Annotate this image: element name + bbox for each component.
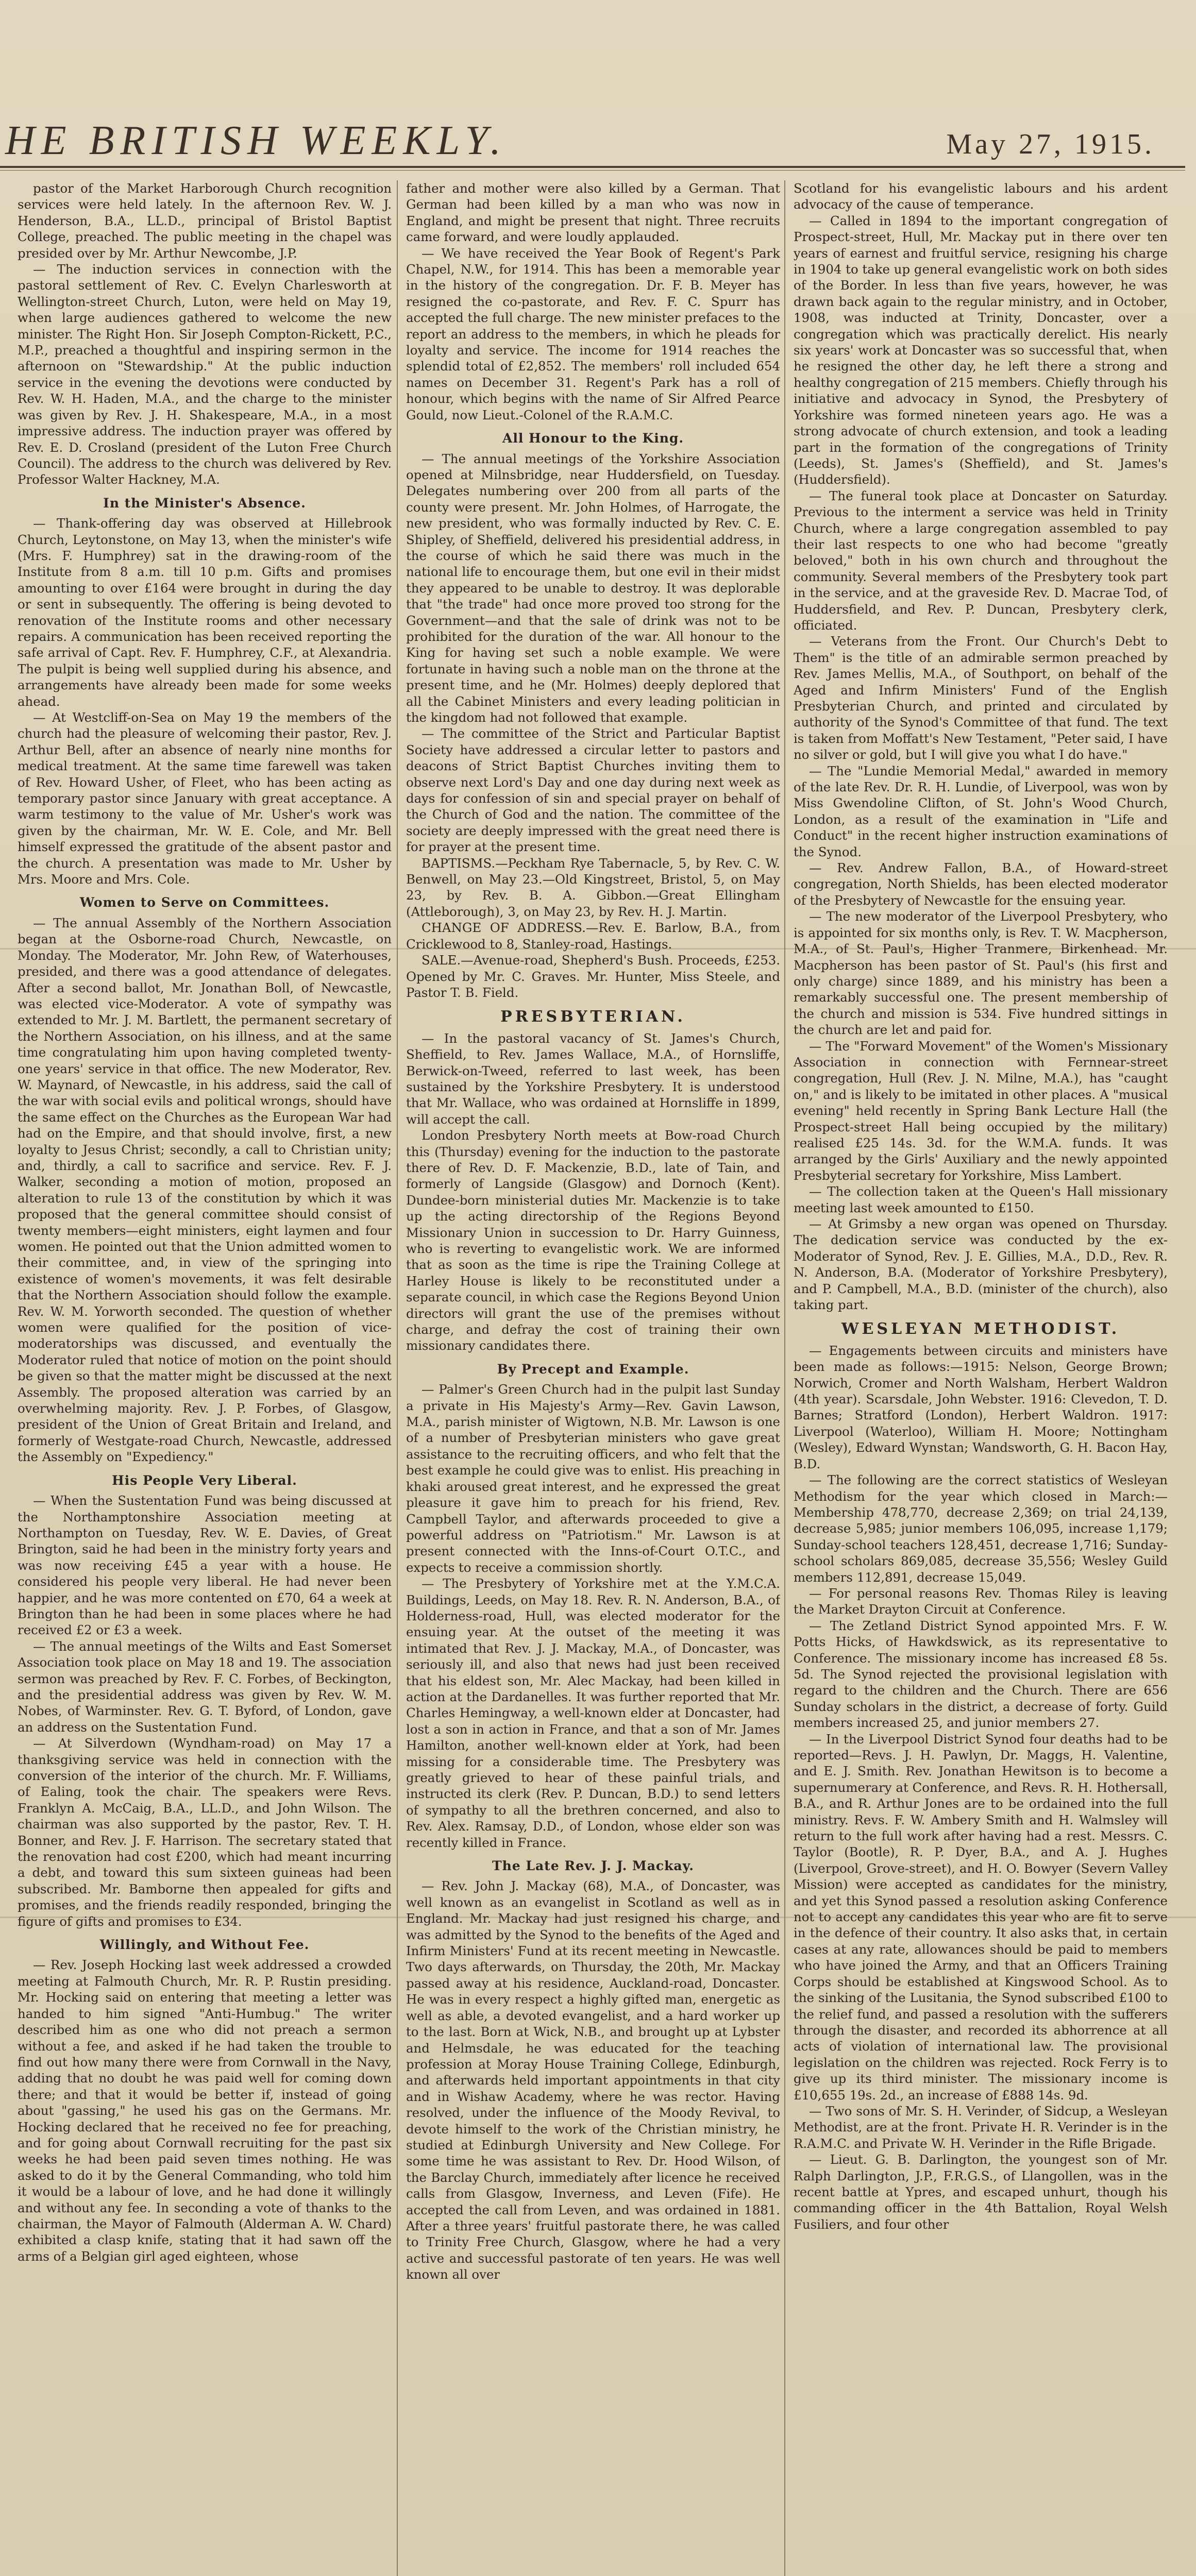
news-paragraph: — The following are the correct statistics of Wesleyan Methodism for the year which closed in March:—Membership 478,770, decrease 2,369; on trial 24,139, decrease 5,985; junior members 106,095, increase 1,179; Sunday-school teachers 128,451, decrease 1,716; Sunday-school scholars 869,085, decrease 35,556; Wesley Guild members 112,891, decrease 15,049. [794,1472,1168,1585]
column-divider [784,180,785,2576]
issue-date: May 27, 1915. [946,128,1155,160]
section-heading: Women to Serve on Committees. [79,895,330,910]
section-heading: WESLEYAN METHODIST. [841,1320,1120,1338]
news-paragraph: — The funeral took place at Doncaster on Saturday. Previous to the interment a service was held in Trinity Church, where a large congregation assembled to pay their last respects to one who had become "greatly beloved," both in his own church and throughout the community. Several members of the Presbytery took part in the service, and at the graveside Rev. D. Macrae Tod, of Huddersfield, and Rev. P. Duncan, Presbytery clerk, officiated. [794,488,1168,633]
news-paragraph: — The induction services in connection with the pastoral settlement of Rev. C. Evelyn Charlesworth at Wellington-street Church, Luton, were held on May 19, when large audiences gathered to welcome the new minister. The Right Hon. Sir Joseph Compton-Rickett, P.C., M.P., preached a thoughtful and inspiring sermon in the afternoon on "Stewardship." At the public induction service in the evening the devotions were conducted by Rev. W. H. Haden, M.A., and the charge to the minister was given by Rev. J. H. Shakespeare, M.A., in a most impressive address. The induction prayer was offered by Rev. E. D. Crosland (president of the Luton Free Church Council). The address to the church was delivered by Rev. Professor Walter Hackney, M.A. [18,262,392,487]
news-paragraph: — Engagements between circuits and ministers have been made as follows:—1915: Nelson, George Brown; Norwich, Cromer and North Walsham, Herbert Waldron (4th year). Scarsdale, John Webster. 1916: Clevedon, T. D. Barnes; Stratford (London), Herbert Waldron. 1917: Liverpool (Waterloo), William H. Moore; Nottingham (Wesley), Edward Wynstan; Wandsworth, G. H. Bacon Hay, B.D. [794,1343,1168,1471]
news-paragraph: pastor of the Market Harborough Church recognition services were held lately. In the afternoon Rev. W. J. Henderson, B.A., LL.D., principal of Bristol Baptist College, preached. The public meeting in the chapel was presided over by Mr. Arthur Newcombe, J.P. [18,181,392,261]
news-paragraph: — In the pastoral vacancy of St. James's Church, Sheffield, to Rev. James Wallace, M.A., of Hornsliffe, Berwick-on-Tweed, referred to last week, has been sustained by the Yorkshire Presbytery. It is understood that Mr. Wallace, who was ordained at Hornsliffe in 1899, will accept the call. [406,1030,780,1127]
news-paragraph: — Rev. Joseph Hocking last week addressed a crowded meeting at Falmouth Church, Mr. R. P. Rustin presiding. Mr. Hocking said on entering that meeting a letter was handed to him signed "Anti-Humbug." The writer described him as one who did not preach a sermon without a fee, and asked if he had taken the trouble to find out how many there were from Cornwall in the Navy, adding that no doubt he was paid well for coming down there; and that it would be better if, instead of going about "gassing," he used his gas on the Germans. Mr. Hocking declared that he received no fee for preaching, and for going about Cornwall recruiting for the past six weeks he had been paid seven times nothing. He was asked to do it by the General Commanding, who told him it would be a labour of love, and he had done it willingly and without any fee. In seconding a vote of thanks to the chairman, the Mayor of Falmouth (Alderman A. W. Chard) exhibited a clasp knife, stating that it had sawn off the arms of a Belgian girl aged eighteen, whose [18,1957,392,2264]
news-paragraph: — Rev. John J. Mackay (68), M.A., of Doncaster, was well known as an evangelist in Scotland as well as in England. Mr. Mackay had just resigned his charge, and was admitted by the Synod to the benefits of the Aged and Infirm Ministers' Fund at its recent meeting in Newcastle. Two days afterwards, on Thursday, the 20th, Mr. Mackay passed away at his residence, Auckland-road, Doncaster. He was in every respect a highly gifted man, energetic as well as able, a devoted evangelist, and a hard worker up to the last. Born at Wick, N.B., and brought up at Lybster and Helmsdale, he was educated for the teaching profession at Moray House Training College, Edinburgh, and afterwards held important appointments in that city and in Wishaw Academy, where he was rector. Having resolved, under the influence of the Moody Revival, to devote himself to the work of the Christian ministry, he studied at Edinburgh University and New College. For some time he was assistant to Rev. Dr. Hood Wilson, of the Barclay Church, immediately after licence he received calls from Glasgow, Inverness, and Leven (Fife). He accepted the call from Leven, and was ordained in 1881. After a three years' fruitful pastorate there, he was called to Trinity Free Church, Glasgow, where he had a very active and successful pastorate of ten years. He was well known all over [406,1878,780,2282]
news-paragraph: — The annual Assembly of the Northern Association began at the Osborne-road Church, Newcastle, on Monday. The Moderator, Mr. John Rew, of Waterhouses, presided, and there was a good attendance of delegates. After a second ballot, Mr. Jonathan Boll, of Newcastle, was elected vice-Moderator. A vote of sympathy was extended to Mr. J. M. Bartlett, the permanent secretary of the Northern Association, on his illness, and at the same time congratulating him upon having completed twenty-one years' service in that office. The new Moderator, Rev. W. Maynard, of Newcastle, in his address, said the call of the war with social evils and political wrongs, should have the same effect on the Churches as the European War had had on the Empire, and that should involve, first, a new loyalty to Jesus Christ; secondly, a call to Christian unity; and, thirdly, a call to sacrifice and service. Rev. F. J. Walker, seconding a motion of motion, proposed an alteration to rule 13 of the constitution by which it was proposed that the general committee should consist of twenty members—eight ministers, eight laymen and four women. He pointed out that the Union admitted women to their committee, and, in view of the springing into existence of women's movements, it was felt desirable that the Northern Association should follow the example. Rev. W. M. Yorworth seconded. The question of whether women were qualified for the position of vice-moderatorships was discussed, and eventually the Moderator ruled that notice of motion on the point should be given so that the matter might be discussed at the next Assembly. The proposed alteration was carried by an overwhelming majority. Rev. J. P. Forbes, of Glasgow, president of the Union of Great Britain and Ireland, and formerly of Westgate-road Church, Newcastle, addressed the Assembly on "Expediency." [18,915,392,1465]
column-1 [18,180,392,2576]
section-heading: The Late Rev. J. J. Mackay. [492,1858,694,1874]
news-paragraph: — The "Lundie Memorial Medal," awarded in memory of the late Rev. Dr. R. H. Lundie, of Liverpool, was won by Miss Gwendoline Clifton, of St. John's Wood Church, London, as a result of the examination in "Life and Conduct" in the recent higher instruction examinations of the Synod. [794,763,1168,859]
column-3 [794,180,1168,2576]
news-paragraph: — At Westcliff-on-Sea on May 19 the members of the church had the pleasure of welcoming their pastor, Rev. J. Arthur Bell, after an absence of nearly nine months for medical treatment. At the same time farewell was taken of Rev. Howard Usher, of Fleet, who has been acting as temporary pastor since January with great acceptance. A warm testimony to the value of Mr. Usher's work was given by the chairman, Mr. W. E. Cole, and Mr. Bell himself expressed the gratitude of the absent pastor and the church. A presentation was made to Mr. Usher by Mrs. Moore and Mrs. Cole. [18,710,392,887]
news-paragraph: — Veterans from the Front. Our Church's Debt to Them" is the title of an admirable sermon preached by Rev. James Mellis, M.A., of Southport, on behalf of the Aged and Infirm Ministers' Fund of the English Presbyterian Church, and printed and circulated by authority of the Synod's Committee of that fund. The text is taken from Moffatt's New Testament, "Peter said, I have no silver or gold, but I will give you what I do have." [794,634,1168,762]
section-heading: PRESBYTERIAN. [500,1008,686,1026]
news-paragraph: — Two sons of Mr. S. H. Verinder, of Sidcup, a Wesleyan Methodist, are at the front. Private H. R. Verinder is in the R.A.M.C. and Private W. H. Verinder in the Rifle Brigade. [794,2103,1168,2151]
section-heading: All Honour to the King. [502,431,684,446]
section-heading: In the Minister's Absence. [103,495,306,511]
section-heading: His People Very Liberal. [112,1472,297,1488]
news-paragraph: CHANGE OF ADDRESS.—Rev. E. Barlow, B.A., from Cricklewood to 8, Stanley-road, Hastings. [406,920,780,952]
news-paragraph: BAPTISMS.—Peckham Rye Tabernacle, 5, by Rev. C. W. Benwell, on May 23.—Old Kingstreet, Bristol, 5, on May 23, by Rev. B. A. Gibbon.—Great Ellingham (Attleborough), 3, on May 23, by Rev. H. J. Martin. [406,855,780,919]
section-heading: Willingly, and Without Fee. [99,1937,310,1953]
news-paragraph: — At Grimsby a new organ was opened on Thursday. The dedication service was conducted by the ex-Moderator of Synod, Rev. J. E. Gillies, M.A., D.D., Rev. R. N. Anderson, B.A. (Moderator of Yorkshire Presbytery), and P. Campbell, M.A., B.D. (minister of the church), also taking part. [794,1216,1168,1313]
news-paragraph: — For personal reasons Rev. Thomas Riley is leaving the Market Drayton Circuit at Conference. [794,1585,1168,1617]
news-paragraph: — Rev. Andrew Fallon, B.A., of Howard-street congregation, North Shields, has been elected moderator of the Presbytery of Newcastle for the ensuing year. [794,860,1168,908]
news-paragraph: — We have received the Year Book of Regent's Park Chapel, N.W., for 1914. This has been a memorable year in the history of the congregation. Dr. F. B. Meyer has resigned the co-pastorate, and Rev. F. C. Spurr has accepted the full charge. The new minister prefaces to the report an address to the members, in which he pleads for loyalty and service. The income for 1914 reaches the splendid total of £2,852. The members' roll included 654 names on December 31. Regent's Park has a roll of honour, which begins with the name of Sir Alfred Pearce Gould, now Lieut.-Colonel of the R.A.M.C. [406,245,780,422]
news-paragraph: — The committee of the Strict and Particular Baptist Society have addressed a circular letter to pastors and deacons of Strict Baptist Churches inviting them to observe next Lord's Day and one day during next week as days for confession of sin and special prayer on behalf of the Church of God and the nation. The committee of the society are deeply impressed with the great need there is for prayer at the present time. [406,726,780,855]
section-heading: By Precept and Example. [497,1361,689,1377]
news-paragraph: — The new moderator of the Liverpool Presbytery, who is appointed for six months only, is Rev. T. W. Macpherson, M.A., of St. Paul's, Higher Tranmere, Birkenhead. Mr. Macpherson has been pastor of St. Paul's (his first and only charge) since 1889, and his ministry has been a remarkably successful one. The present membership of the church and mission is 534. Five hundred sittings in the church are let and paid for. [794,909,1168,1038]
column-2 [406,180,780,2576]
news-paragraph: — When the Sustentation Fund was being discussed at the Northamptonshire Association meeting at Northampton on Tuesday, Rev. W. E. Davies, of Great Brington, said he had been in the ministry forty years and was now receiving £45 a year with a house. He considered his people very liberal. He had never been happier, and he was more contented on £70, 64 a week at Brington than he had been in some places where he had received £2 or £3 a week. [18,1493,392,1638]
news-paragraph: — At Silverdown (Wyndham-road) on May 17 a thanksgiving service was held in connection with the conversion of the interior of the church. Mr. F. Williams, of Ealing, took the chair. The speakers were Revs. Franklyn A. McCaig, B.A., LL.D., and John Wilson. The chairman was also supported by the pastor, Rev. T. H. Bonner, and Rev. J. F. Harrison. The secretary stated that the renovation had cost £200, which had meant incurring a debt, and toward this sum sixteen guineas had been subscribed. Mr. Bamborne then appealed for gifts and promises, and the friends readily responded, bringing the figure of gifts and promises to £34. [18,1736,392,1929]
news-paragraph: — In the Liverpool District Synod four deaths had to be reported—Revs. J. H. Pawlyn, Dr. Maggs, H. Valentine, and E. J. Smith. Rev. Jonathan Hewitson is to become a supernumerary at Conference, and Revs. R. H. Hothersall, B.A., and R. Arthur Jones are to be ordained into the full ministry. Revs. F. W. Ambery Smith and H. Walmsley will return to the full work after having had a rest. Messrs. C. Taylor (Bootle), R. P. Dyer, B.A., and A. J. Hughes (Liverpool, Grove-street), and H. O. Bowyer (Severn Valley Mission) were accepted as candidates for the ministry, and yet this Synod passed a resolution asking Conference not to accept any candidates this year who are fit to serve in the defence of their country. It also asks that, in certain cases at any rate, allowances should be paid to members who have joined the Army, and that an Officers Training Corps should be established at Kingswood School. As to the sinking of the Lusitania, the Synod subscribed £100 to the relief fund, and passed a resolution with the sufferers through the disaster, and recorded its abhorrence at all acts of violation of international law. The provisional legislation on the children was rejected. Rock Ferry is to give up its third minister. The missionary income is £10,655 19s. 2d., an increase of £888 14s. 9d. [794,1731,1168,2103]
news-paragraph: — The Presbytery of Yorkshire met at the Y.M.C.A. Buildings, Leeds, on May 18. Rev. R. N. Anderson, B.A., of Holderness-road, Hull, was elected moderator for the ensuing year. At the outset of the meeting it was intimated that Rev. J. J. Mackay, M.A., of Doncaster, was seriously ill, and also that news had just been received that his eldest son, Mr. Alec Mackay, had been killed in action at the Dardanelles. It was further reported that Mr. Charles Hemingway, a well-known elder at Doncaster, had lost a son in action in France, and that a son of Mr. James Hamilton, another well-known elder at York, had been missing for a considerable time. The Presbytery was greatly grieved to hear of these painful trials, and instructed its clerk (Rev. P. Duncan, B.D.) to send letters of sympathy to all the brethren concerned, and also to Rev. Alex. Ramsay, D.D., of London, whose elder son was recently killed in France. [406,1576,780,1850]
news-paragraph: — Lieut. G. B. Darlington, the youngest son of Mr. Ralph Darlington, J.P., F.R.G.S., of Llangollen, was in the recent battle at Ypres, and escaped unhurt, though his commanding officer in the 4th Battalion, Royal Welsh Fusiliers, and four other [794,2152,1168,2232]
column-divider [397,180,398,2576]
news-paragraph: — The Zetland District Synod appointed Mrs. F. W. Potts Hicks, of Hawkdswick, as its representative to Conference. The missionary income has increased £8 5s. 5d. The Synod rejected the provisional legislation with regard to the children and the Church. There are 656 Sunday scholars in the district, a decrease of forty. Guild members increased 25, and junior members 27. [794,1618,1168,1731]
news-paragraph: father and mother were also killed by a German. That German had been killed by a man who was now in England, and might be present that night. Three recruits came forward, and were loudly applauded. [406,181,780,245]
masthead-rule [0,170,1185,171]
masthead-rule [0,166,1185,168]
news-paragraph: London Presbytery North meets at Bow-road Church this (Thursday) evening for the induction to the pastorate there of Rev. D. F. Mackenzie, B.D., late of Tain, and formerly of Langside (Glasgow) and Dornoch (Kent). Dundee-born ministerial duties Mr. Mackenzie is to take up the acting directorship of the Regions Beyond Missionary Union in succession to Dr. Harry Guinness, who is reverting to evangelistic work. We are informed that as soon as the time is ripe the Training College at Harley House is likely to be reconstituted under a separate council, in which case the Regions Beyond Union directors will grant the use of the premises without charge, and defray the cost of training their own missionary candidates there. [406,1128,780,1353]
news-paragraph: Scotland for his evangelistic labours and his ardent advocacy of the cause of temperance. [794,181,1168,212]
news-paragraph: SALE.—Avenue-road, Shepherd's Bush. Proceeds, £253. Opened by Mr. C. Graves. Mr. Hunter, Miss Steele, and Pastor T. B. Field. [406,953,780,1000]
news-paragraph: — Called in 1894 to the important congregation of Prospect-street, Hull, Mr. Mackay put in there over ten years of earnest and fruitful service, resigning his charge in 1904 to take up general evangelistic work on both sides of the Border. In less than five years, however, he was drawn back again to the regular ministry, and in October, 1908, was inducted at Trinity, Doncaster, over a congregation which was practically derelict. His nearly six years' work at Doncaster was so successful that, when he resigned the other day, he left there a strong and healthy congregation of 215 members. Chiefly through his initiative and advocacy in Synod, the Presbytery of Yorkshire was formed nineteen years ago. He was a strong advocate of church extension, and took a leading part in the formation of the congregations of Trinity (Leeds), St. James's (Sheffield), and St. James's (Huddersfield). [794,213,1168,487]
news-paragraph: — The annual meetings of the Yorkshire Association opened at Milnsbridge, near Huddersfield, on Tuesday. Delegates numbering over 200 from all parts of the county were present. Mr. John Holmes, of Harrogate, the new president, who was formally inducted by Rev. C. E. Shipley, of Sheffield, delivered his presidential address, in the course of which he said there was much in the national life to encourage them, but one evil in their midst they appeared to be unable to destroy. It was deplorable that "the trade" had once more proved too strong for the Government—and that the sale of drink was not to be prohibited for the duration of the war. All honour to the King for having set such a noble example. We were fortunate in having such a noble man on the throne at the present time, and he (Mr. Holmes) deeply deplored that all the Cabinet Ministers and every leading politician in the kingdom had not followed that example. [406,451,780,725]
news-paragraph: — The "Forward Movement" of the Women's Missionary Association in connection with Fernnear-street congregation, Hull (Rev. J. N. Milne, M.A.), has "caught on," and is likely to be imitated in other places. A "musical evening" held recently in Spring Bank Lecture Hall (the Prospect-street Hall being occupied by the military) realised £25 14s. 3d. for the W.M.A. funds. It was arranged by the Girls' Auxiliary and the newly appointed Presbyterial secretary for Yorkshire, Miss Lambert. [794,1038,1168,1183]
news-paragraph: — Thank-offering day was observed at Hillebrook Church, Leytonstone, on May 13, when the minister's wife (Mrs. F. Humphrey) sat in the drawing-room of the Institute from 8 a.m. till 10 p.m. Gifts and promises amounting to over £164 were brought in during the day or sent in subsequently. The offering is being devoted to renovation of the Institute rooms and other necessary repairs. A communication has been received reporting the safe arrival of Capt. Rev. F. Humphrey, C.F., at Alexandria. The pulpit is being well supplied during his absence, and arrangements have already been made for some weeks ahead. [18,516,392,709]
masthead-title: HE BRITISH WEEKLY. [5,118,507,163]
news-paragraph: — The annual meetings of the Wilts and East Somerset Association took place on May 18 and 19. The association sermon was preached by Rev. F. C. Forbes, of Beckington, and the presidential address was given by Rev. W. M. Nobes, of Warminster. Rev. G. T. Byford, of London, gave an address on the Sustentation Fund. [18,1638,392,1735]
news-paragraph: — Palmer's Green Church had in the pulpit last Sunday a private in His Majesty's Army—Rev. Gavin Lawson, M.A., parish minister of Wigtown, N.B. Mr. Lawson is one of a number of Presbyterian ministers who gave great assistance to the recruiting officers, and who felt that the best example he could give was to enlist. His preaching in khaki aroused great interest, and he expressed the great pleasure it gave him to preach for his friend, Rev. Campbell Taylor, and afterwards proceeded to give a powerful address on "Patriotism." Mr. Lawson is at present connected with the Inns-of-Court O.T.C., and expects to receive a commission shortly. [406,1382,780,1575]
news-paragraph: — The collection taken at the Queen's Hall missionary meeting last week amounted to £150. [794,1184,1168,1215]
